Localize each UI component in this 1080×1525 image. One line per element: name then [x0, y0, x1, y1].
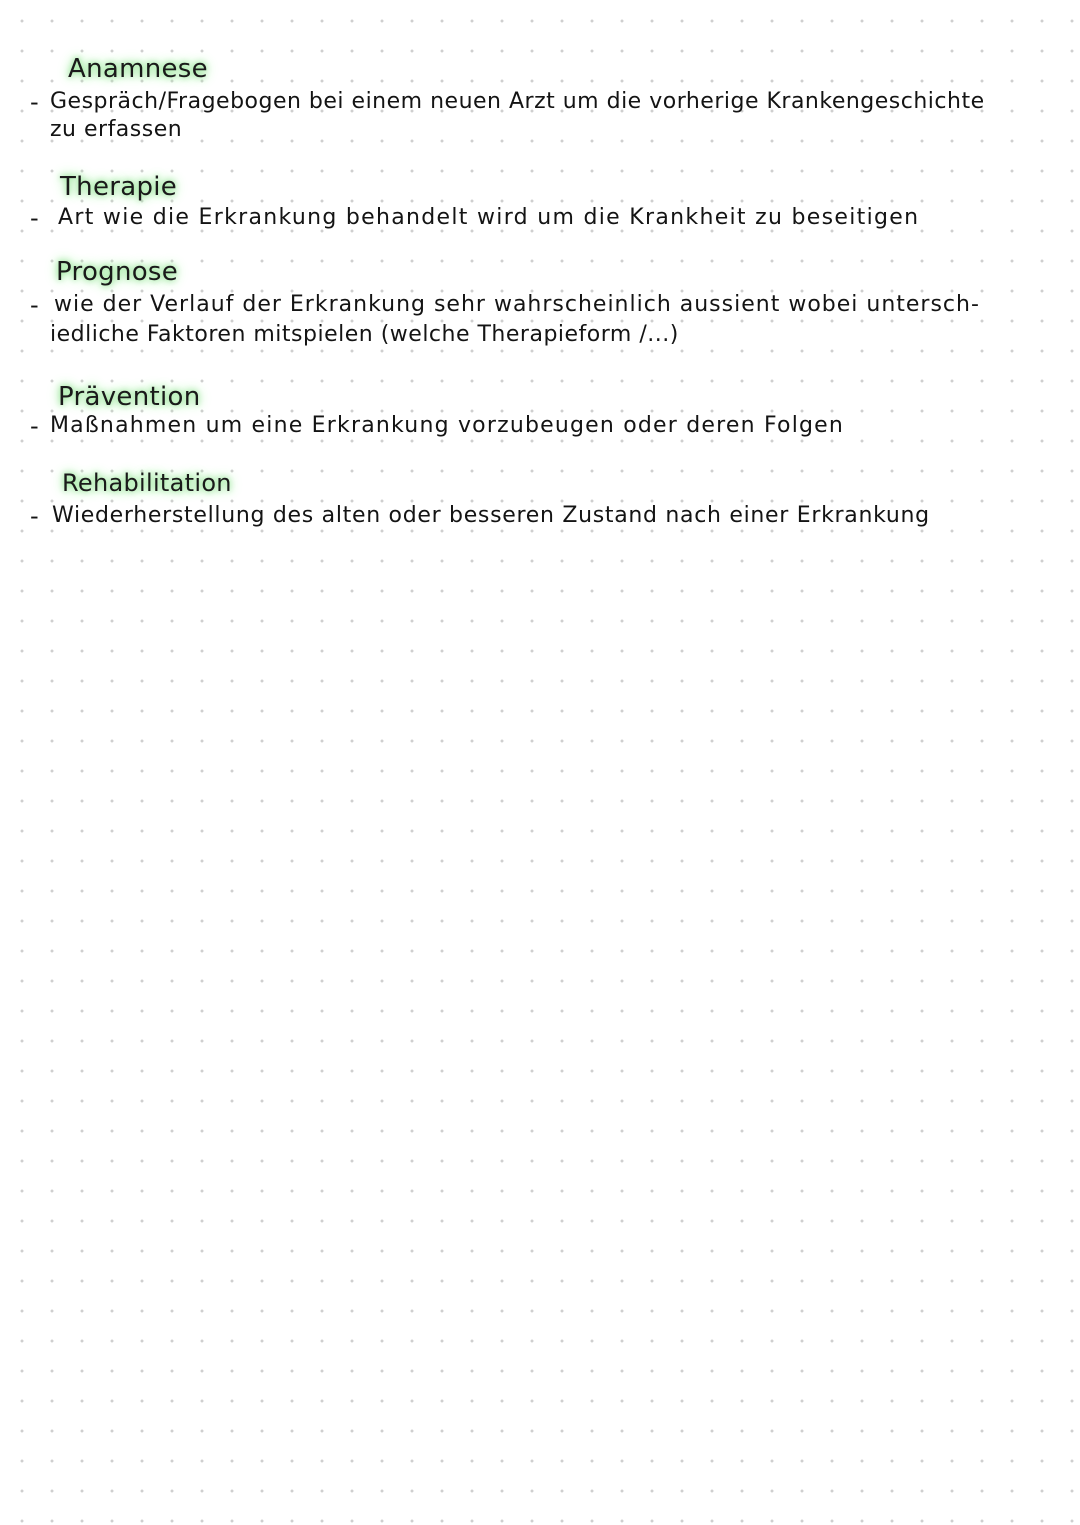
- section-heading: Prävention: [58, 382, 201, 412]
- section-therapie: [0, 170, 1080, 240]
- section-heading: Therapie: [60, 172, 178, 202]
- section-rehabilitation: [0, 466, 1080, 536]
- section-anamnese: [0, 52, 1080, 152]
- section-heading: Anamnese: [68, 54, 208, 84]
- definition-line: zu erfassen: [50, 117, 183, 142]
- bullet-dash: -: [30, 291, 39, 319]
- bullet-dash: -: [30, 88, 39, 116]
- section-heading: Prognose: [56, 257, 179, 287]
- bullet-dash: -: [30, 204, 39, 232]
- definition-line: wie der Verlauf der Erkrankung sehr wahrscheinlich aussient wobei untersch-: [54, 292, 980, 317]
- bullet-dash: -: [30, 502, 39, 530]
- definition-line: Maßnahmen um eine Erkrankung vorzubeugen oder deren Folgen: [50, 413, 845, 438]
- definition-line: Gespräch/Fragebogen bei einem neuen Arzt um die vorherige Krankengeschichte: [50, 89, 985, 114]
- definition-line: Wiederherstellung des alten oder besseren Zustand nach einer Erkrankung: [52, 503, 930, 528]
- section-heading: Rehabilitation: [62, 469, 232, 497]
- definition-line: Art wie die Erkrankung behandelt wird um die Krankheit zu beseitigen: [58, 205, 920, 230]
- section-prognose: [0, 255, 1080, 355]
- definition-line: iedliche Faktoren mitspielen (welche Therapieform /...): [50, 322, 679, 347]
- section-praevention: [0, 378, 1080, 448]
- bullet-dash: -: [30, 412, 39, 440]
